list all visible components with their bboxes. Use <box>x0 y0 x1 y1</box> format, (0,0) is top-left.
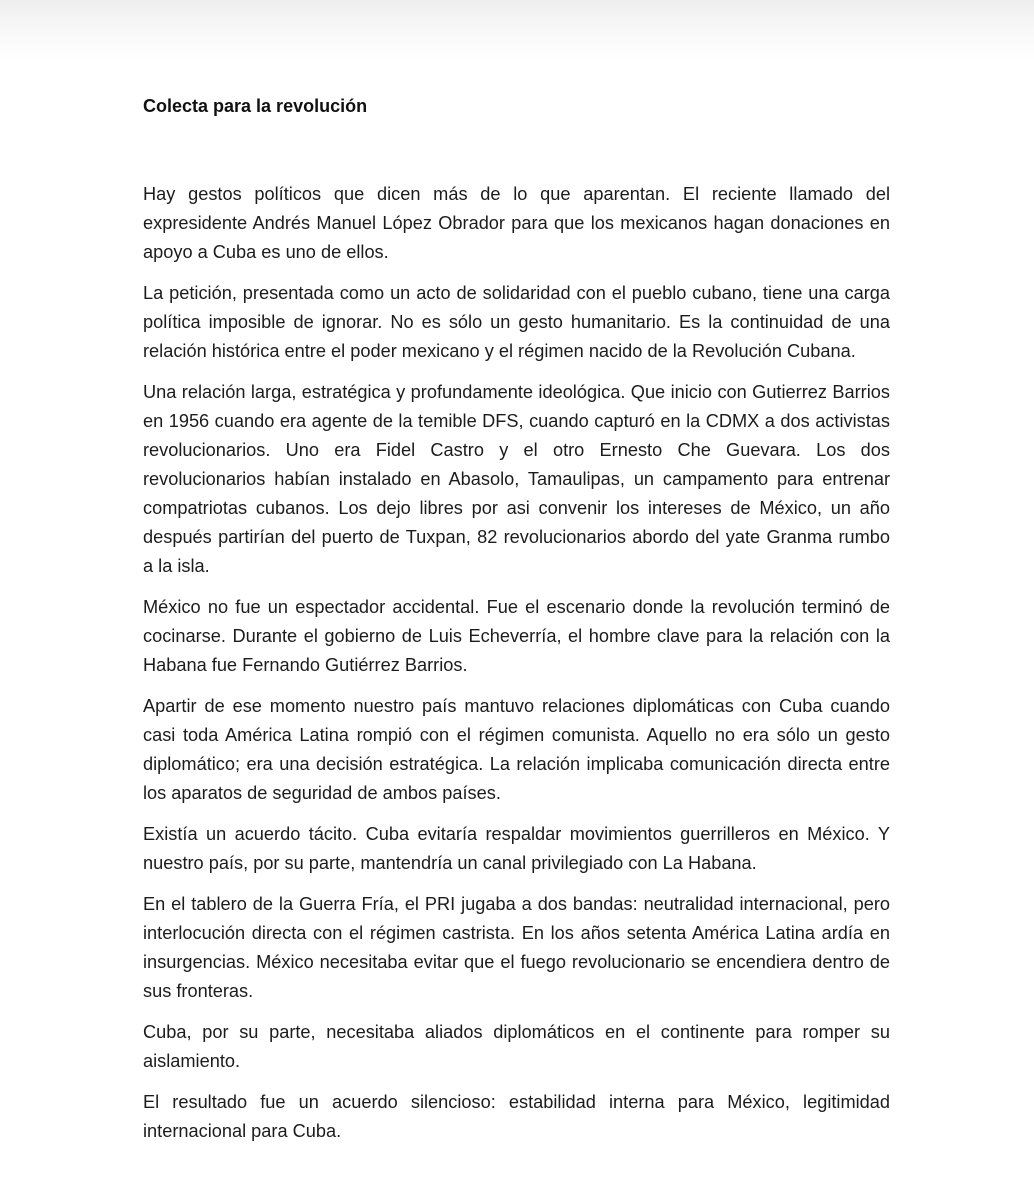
paragraph-9: El resultado fue un acuerdo silencioso: estabilidad interna para México, legitimidad internacional para Cuba. <box>143 1092 890 1141</box>
paragraph-4: México no fue un espectador accidental. Fue el escenario donde la revolución terminó de cocinarse. Durante el gobierno de Luis Echeverría, el hombre clave para la relación con la Habana fue Fernando Gutiérrez Barrios. <box>143 597 890 675</box>
top-shadow <box>0 0 1034 60</box>
document-page <box>143 94 890 1158</box>
paragraph-5: Apartir de ese momento nuestro país mantuvo relaciones diplomáticas con Cuba cuando casi toda América Latina rompió con el régimen comunista. Aquello no era sólo un gesto diplomático; era una decisión estratégica. La relación implicaba comunicación directa entre los aparatos de seguridad de ambos países. <box>143 696 890 803</box>
paragraph-8: Cuba, por su parte, necesitaba aliados diplomáticos en el continente para romper su aislamiento. <box>143 1022 890 1071</box>
document-title: Colecta para la revolución <box>143 96 368 116</box>
paragraph-6: Existía un acuerdo tácito. Cuba evitaría respaldar movimientos guerrilleros en México. Y nuestro país, por su parte, mantendría un canal privilegiado con La Habana. <box>143 824 890 873</box>
paragraph-3: Una relación larga, estratégica y profundamente ideológica. Que inicio con Gutierrez Barrios en 1956 cuando era agente de la temible DFS, cuando capturó en la CDMX a dos activistas revolucionarios. Uno era Fidel Castro y el otro Ernesto Che Guevara. Los dos revolucionarios habían instalado en Abasolo, Tamaulipas, un campamento para entrenar compatriotas cubanos. Los dejo libres por asi convenir los intereses de México, un año después partirían del puerto de Tuxpan, 82 revolucionarios abordo del yate Granma rumbo a la isla. <box>143 382 890 576</box>
paragraph-1: Hay gestos políticos que dicen más de lo que aparentan. El reciente llamado del expresidente Andrés Manuel López Obrador para que los mexicanos hagan donaciones en apoyo a Cuba es uno de ellos. <box>143 184 890 262</box>
paragraph-7: En el tablero de la Guerra Fría, el PRI jugaba a dos bandas: neutralidad internacional, pero interlocución directa con el régimen castrista. En los años setenta América Latina ardía en insurgencias. México necesitaba evitar que el fuego revolucionario se encendiera dentro de sus fronteras. <box>143 894 890 1001</box>
paragraph-2: La petición, presentada como un acto de solidaridad con el pueblo cubano, tiene una carga política imposible de ignorar. No es sólo un gesto humanitario. Es la continuidad de una relación histórica entre el poder mexicano y el régimen nacido de la Revolución Cubana. <box>143 283 890 361</box>
